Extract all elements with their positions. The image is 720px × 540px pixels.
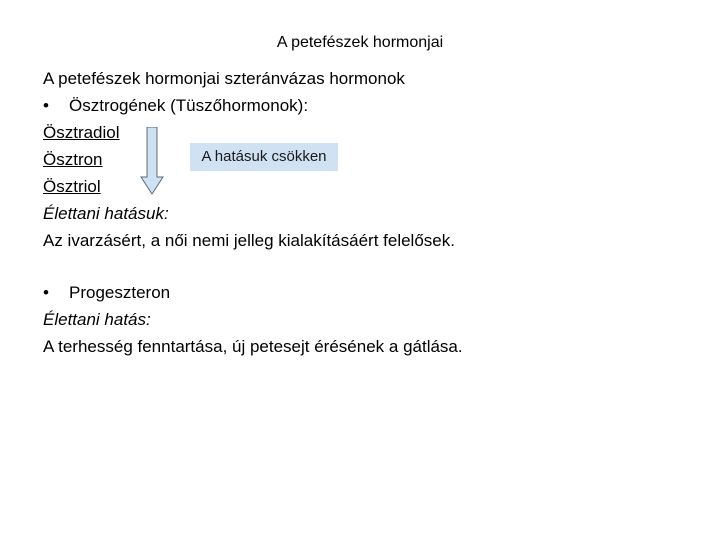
down-arrow-icon — [140, 127, 164, 195]
bullet-estrogens-label: Ösztrogének (Tüszőhormonok): — [69, 96, 309, 115]
bullet-progesterone-label: Progeszteron — [69, 283, 171, 302]
bullet-estrogens — [43, 96, 308, 116]
progesterone-effect-label: Élettani hatás: — [43, 310, 151, 329]
effect-label: Élettani hatásuk: — [43, 204, 169, 223]
page-title: A petefészek hormonjai — [276, 34, 444, 51]
hormone-estriol: Ösztriol — [43, 177, 101, 196]
section-heading: A petefészek hormonjai szteránvázas hormonok — [43, 69, 405, 88]
bullet-progesterone — [43, 283, 170, 303]
hormone-estrone: Ösztron — [43, 150, 103, 169]
bullet-marker: • — [43, 283, 49, 302]
hormone-estradiol: Ösztradiol — [43, 123, 120, 142]
progesterone-effect-text: A terhesség fenntartása, új petesejt érésének a gátlása. — [43, 337, 463, 356]
bullet-marker: • — [43, 96, 49, 115]
effect-decreases-callout: A hatásuk csökken — [190, 143, 338, 171]
effect-text: Az ivarzásért, a női nemi jelleg kialakításáért felelősek. — [43, 231, 455, 250]
